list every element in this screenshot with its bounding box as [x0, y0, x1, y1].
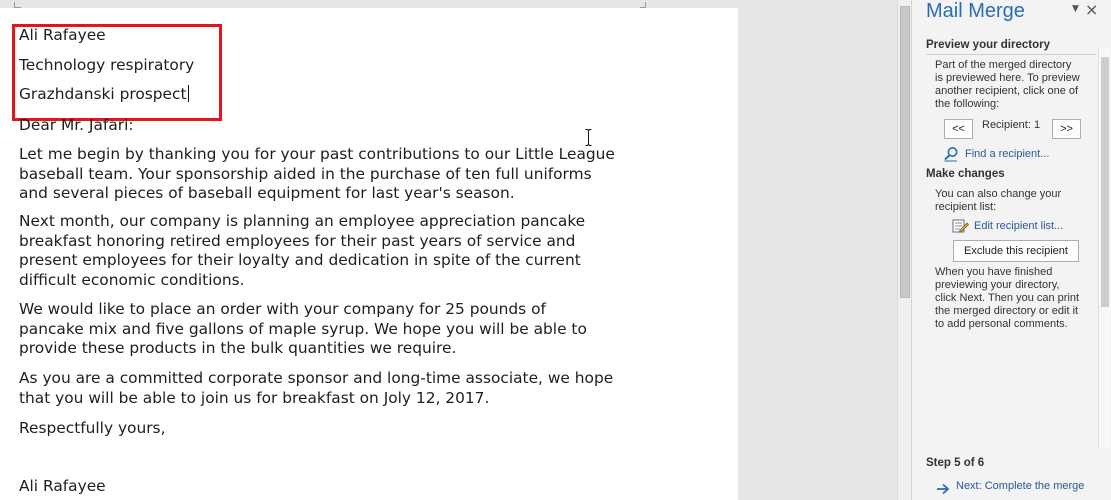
- paragraph-1[interactable]: [19, 145, 659, 204]
- edit-recipient-list-icon[interactable]: [952, 218, 969, 238]
- changes-description-line: You can also change your: [935, 188, 1062, 200]
- changes-description: [935, 188, 1100, 214]
- page-corner-mark-right: [640, 2, 646, 8]
- finish-description-line: click Next. Then you can print: [935, 292, 1080, 304]
- step-indicator: Step 5 of 6: [926, 457, 985, 469]
- address-company[interactable]: Technology respiratory: [19, 56, 195, 74]
- next-recipient-button[interactable]: >>: [1052, 119, 1081, 139]
- mail-merge-pane: [911, 0, 1111, 500]
- pane-options-chevron-icon[interactable]: ▼: [1072, 4, 1079, 14]
- recipient-counter: Recipient: 1: [982, 119, 1041, 131]
- make-changes-heading: Make changes: [926, 168, 1005, 180]
- document-page[interactable]: [0, 8, 738, 500]
- finish-description-line: the merged directory or edit it: [935, 305, 1079, 317]
- paragraph-3-line: pancake mix and five gallons of maple syrup. We hope you will be able to: [19, 319, 587, 338]
- address-name[interactable]: Ali Rafayee: [19, 26, 106, 44]
- document-scroll-thumb[interactable]: [900, 6, 910, 298]
- paragraph-2-line: Next month, our company is planning an employee appreciation pancake: [19, 212, 586, 230]
- pane-divider: [926, 54, 1096, 55]
- document-vertical-scrollbar[interactable]: [897, 0, 911, 500]
- previous-recipient-button[interactable]: <<: [944, 119, 973, 139]
- paragraph-3-line: We would like to place an order with your company for 25 pounds of: [19, 300, 546, 318]
- address-highlight-box: [12, 24, 222, 121]
- salutation[interactable]: Dear Mr. Jafari:: [19, 116, 134, 134]
- preview-description-line: the following:: [935, 98, 1000, 110]
- exclude-recipient-button[interactable]: Exclude this recipient: [953, 240, 1079, 262]
- preview-description-line: is previewed here. To preview: [935, 72, 1080, 84]
- arrow-right-icon[interactable]: [936, 480, 950, 499]
- paragraph-3-line: provide these products in the bulk quantities we require.: [19, 339, 457, 357]
- finish-description: [935, 266, 1100, 331]
- changes-description-line: recipient list:: [935, 201, 997, 213]
- paragraph-4[interactable]: [19, 369, 659, 408]
- preview-description-line: Part of the merged directory: [935, 59, 1072, 71]
- preview-heading: Preview your directory: [926, 39, 1050, 51]
- find-recipient-search-icon[interactable]: [943, 146, 959, 166]
- paragraph-1-line: Let me begin by thanking you for your past contributions to our Little League: [19, 145, 615, 163]
- pane-scroll-thumb[interactable]: [1101, 57, 1109, 307]
- next-step-link[interactable]: Next: Complete the merge: [956, 480, 1085, 492]
- find-recipient-link[interactable]: Find a recipient...: [965, 148, 1050, 160]
- pane-vertical-scrollbar[interactable]: [1098, 48, 1110, 448]
- closing[interactable]: Respectfully yours,: [19, 419, 166, 437]
- preview-description-line: another recipient, click one of: [935, 85, 1079, 97]
- paragraph-1-line: baseball team. Your sponsorship aided in the purchase of ten full uniforms: [19, 164, 592, 183]
- finish-description-line: to add personal comments.: [935, 318, 1068, 330]
- signature[interactable]: Ali Rafayee: [19, 477, 106, 495]
- paragraph-2-line: breakfast honoring retired employees for their past years of service and: [19, 231, 576, 250]
- ibeam-cursor-icon: [585, 129, 591, 146]
- preview-description: [935, 59, 1100, 111]
- edit-recipient-list-link[interactable]: Edit recipient list...: [974, 220, 1064, 232]
- paragraph-2-line: difficult economic conditions.: [19, 270, 245, 289]
- paragraph-4-line: that you will be able to join us for breakfast on Joly 12, 2017.: [19, 388, 490, 407]
- address-street[interactable]: Grazhdanski prospect: [19, 85, 187, 103]
- page-corner-mark-left: [14, 2, 21, 8]
- paragraph-1-line: and several pieces of baseball equipment for last year's season.: [19, 184, 515, 202]
- paragraph-2-line: present employees for their loyalty and dedication in spite of the current: [19, 251, 581, 269]
- paragraph-4-line: As you are a committed corporate sponsor and long-time associate, we hope: [19, 369, 614, 387]
- paragraph-3[interactable]: [19, 300, 659, 359]
- finish-description-line: previewing your directory,: [935, 279, 1060, 291]
- pane-close-icon[interactable]: ×: [1085, 0, 1099, 19]
- pane-title: Mail Merge: [926, 0, 1025, 22]
- paragraph-2[interactable]: [19, 212, 659, 290]
- finish-description-line: When you have finished: [935, 266, 1053, 278]
